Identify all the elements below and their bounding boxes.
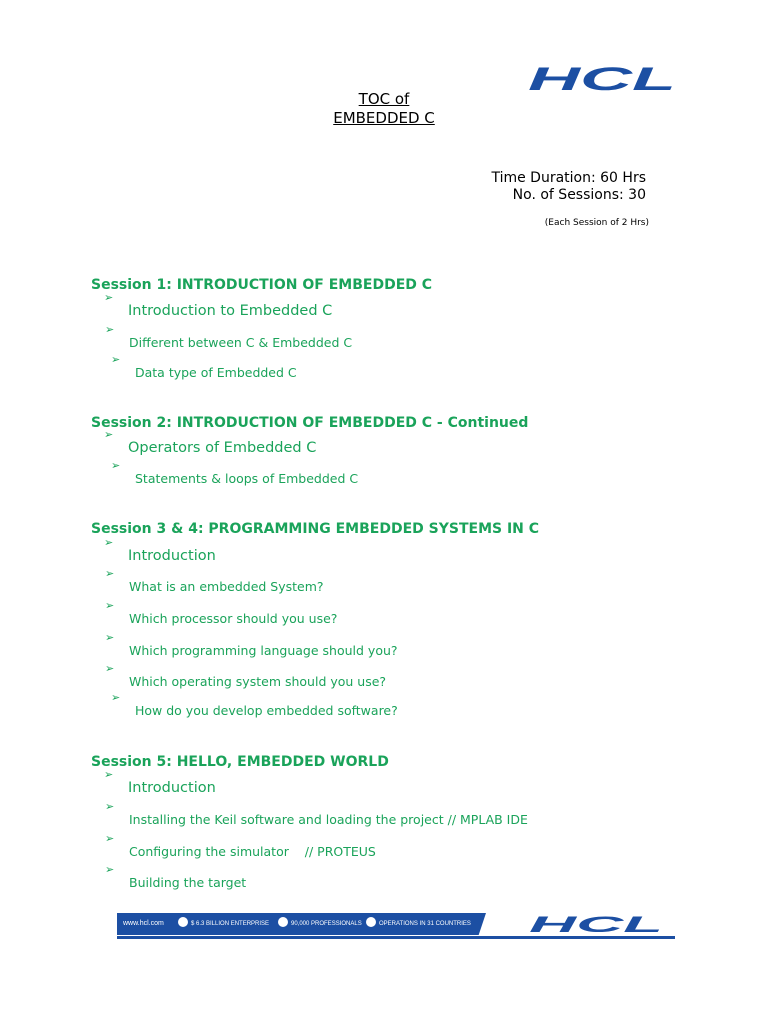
arrow-bullet-icon: ➢ <box>105 863 115 876</box>
title-line-2: EMBEDDED C <box>333 109 435 127</box>
list-item: ➢ How do you develop embedded software? <box>111 691 398 718</box>
footer-url: www.hcl.com <box>123 920 164 927</box>
list-item: ➢ Introduction <box>104 536 216 564</box>
list-item: ➢ Statements & loops of Embedded C <box>111 459 359 486</box>
globe-icon <box>178 917 188 927</box>
arrow-bullet-icon: ➢ <box>111 459 121 472</box>
svg-text:HCL: HCL <box>528 62 676 94</box>
time-duration: Time Duration: 60 Hrs <box>491 170 646 186</box>
arrow-bullet-icon: ➢ <box>111 691 121 704</box>
footer-banner <box>117 910 675 940</box>
list-item: ➢ Introduction <box>104 768 216 796</box>
title-line-1: TOC of <box>358 90 410 108</box>
list-item: ➢ Operators of Embedded C <box>104 428 317 456</box>
session-heading: Session 1: INTRODUCTION OF EMBEDDED C <box>91 277 433 293</box>
arrow-bullet-icon: ➢ <box>104 768 114 781</box>
list-item: ➢ Introduction to Embedded C <box>104 291 333 319</box>
arrow-bullet-icon: ➢ <box>111 353 121 366</box>
people-icon <box>278 917 288 927</box>
session-heading: Session 3 & 4: PROGRAMMING EMBEDDED SYSTEMS IN C <box>91 521 540 537</box>
list-item: ➢ What is an embedded System? <box>105 567 324 594</box>
footer-tag-revenue: $ 6.3 BILLION ENTERPRISE <box>191 921 270 927</box>
session-heading: Session 5: HELLO, EMBEDDED WORLD <box>91 754 389 770</box>
arrow-bullet-icon: ➢ <box>105 323 115 336</box>
list-item: ➢ Different between C & Embedded C <box>105 323 353 350</box>
footer-tag-operations: OPERATIONS IN 31 COUNTRIES <box>379 921 471 927</box>
number-of-sessions: No. of Sessions: 30 <box>512 187 646 203</box>
list-item: ➢ Configuring the simulator // PROTEUS <box>105 832 376 859</box>
arrow-bullet-icon: ➢ <box>105 631 115 644</box>
arrow-bullet-icon: ➢ <box>105 567 115 580</box>
arrow-bullet-icon: ➢ <box>105 599 115 612</box>
arrow-bullet-icon: ➢ <box>104 536 114 549</box>
footer-hcl-logo: HCL <box>529 912 663 937</box>
arrow-bullet-icon: ➢ <box>105 832 115 845</box>
document-title <box>284 90 484 128</box>
list-item: ➢ Data type of Embedded C <box>111 353 297 380</box>
list-item: ➢ Which operating system should you use? <box>105 662 387 689</box>
arrow-bullet-icon: ➢ <box>104 291 114 304</box>
arrow-bullet-icon: ➢ <box>105 662 115 675</box>
hcl-logo <box>524 62 680 94</box>
list-item: ➢ Installing the Keil software and loading the project // MPLAB IDE <box>105 800 528 827</box>
footer-tag-professionals: 90,000 PROFESSIONALS <box>291 921 362 927</box>
session-heading: Session 2: INTRODUCTION OF EMBEDDED C - Continued <box>91 415 529 431</box>
session-note: (Each Session of 2 Hrs) <box>544 218 649 228</box>
arrow-bullet-icon: ➢ <box>105 800 115 813</box>
list-item: ➢ Which programming language should you? <box>105 631 398 658</box>
list-item: ➢ Which processor should you use? <box>105 599 338 626</box>
list-item: ➢ Building the target <box>105 863 247 890</box>
arrow-bullet-icon: ➢ <box>104 428 114 441</box>
globe-icon <box>366 917 376 927</box>
